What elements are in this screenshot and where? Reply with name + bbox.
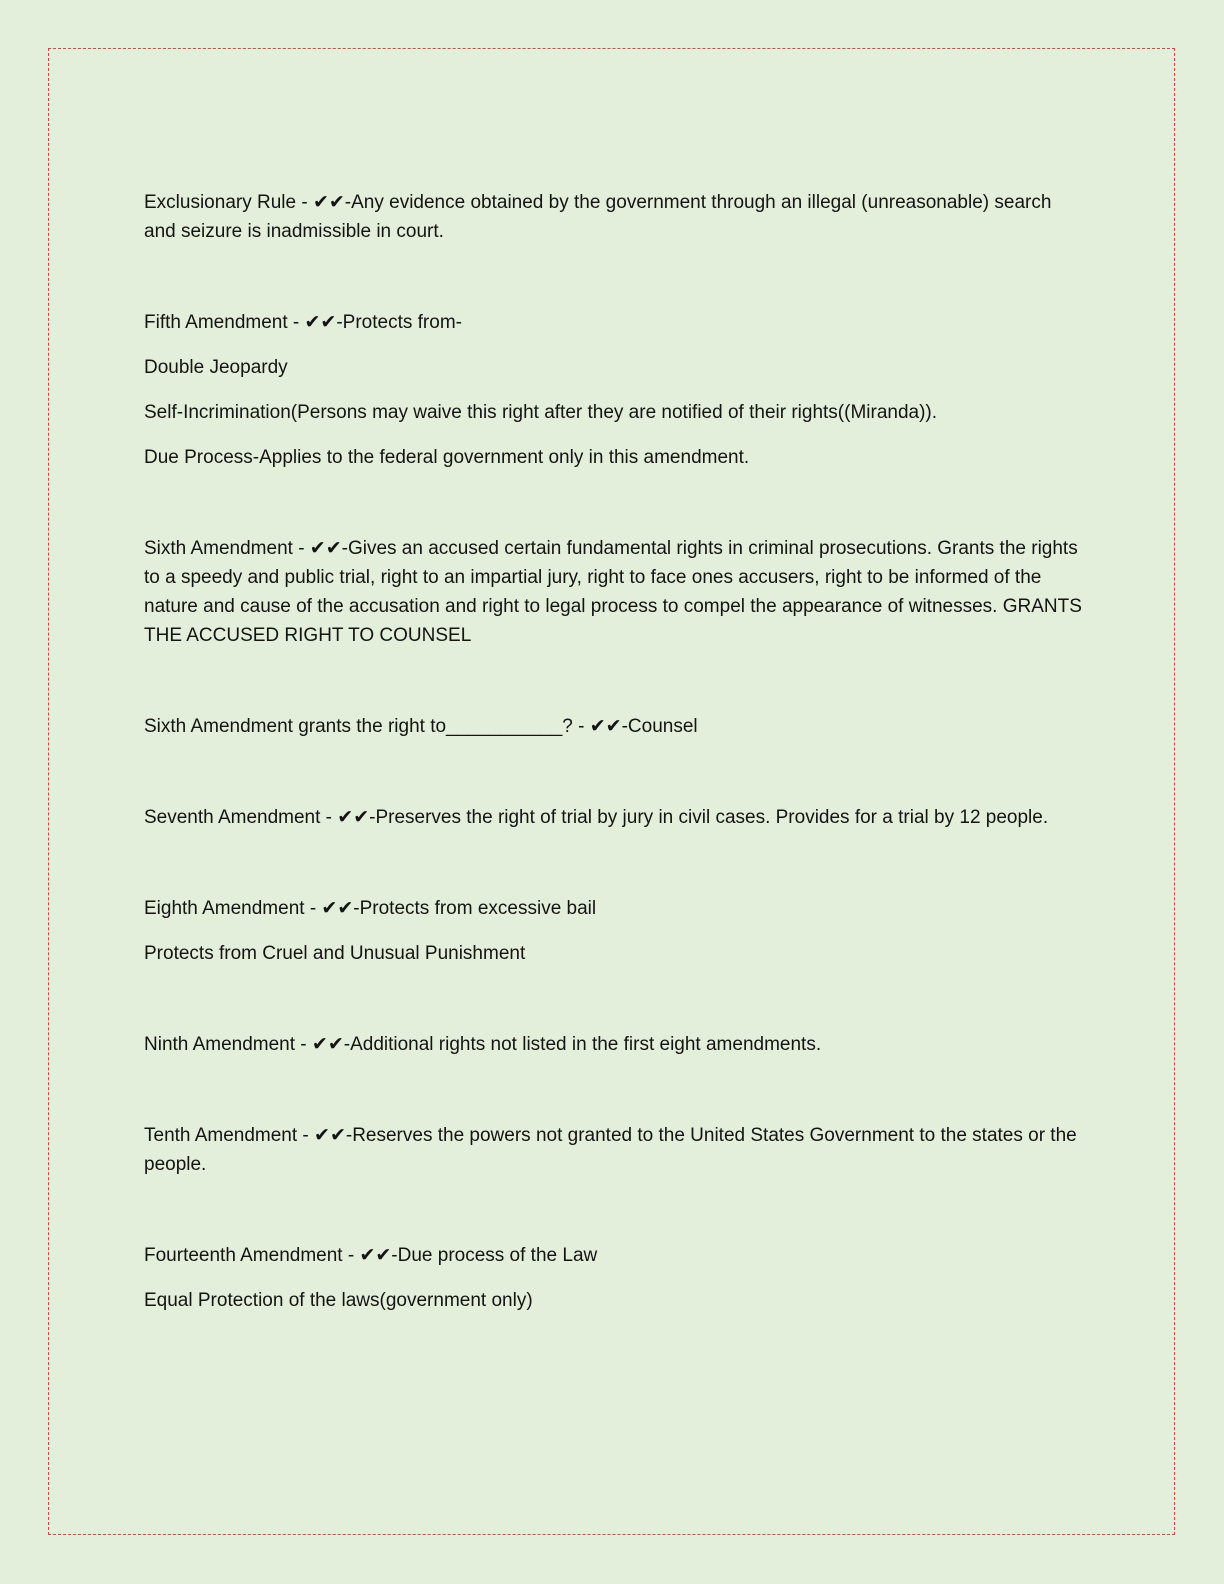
entry-seventh-amendment <box>144 803 1084 832</box>
entry-text: Ninth Amendment - ✔✔-Additional rights not listed in the first eight amendments. <box>144 1034 822 1055</box>
entry-text: Fourteenth Amendment - ✔✔-Due process of the Law <box>144 1245 598 1266</box>
entry-text: Equal Protection of the laws(government only) <box>144 1290 533 1311</box>
entry-eighth-amendment <box>144 894 1084 968</box>
entry-sixth-amendment-counsel <box>144 712 1084 741</box>
entry-text: Seventh Amendment - ✔✔-Preserves the right of trial by jury in civil cases. Provides for a trial by 12 people. <box>144 807 1049 828</box>
entry-ninth-amendment <box>144 1030 1084 1059</box>
entry-sixth-amendment <box>144 534 1084 650</box>
entry-text: Sixth Amendment grants the right to___________? - ✔✔-Counsel <box>144 716 698 737</box>
entry-text: Self-Incrimination(Persons may waive this right after they are notified of their rights((Miranda)). <box>144 402 938 423</box>
entry-text: Due Process-Applies to the federal government only in this amendment. <box>144 447 750 468</box>
entry-text: Eighth Amendment - ✔✔-Protects from excessive bail <box>144 898 597 919</box>
entry-text: Sixth Amendment - ✔✔-Gives an accused certain fundamental rights in criminal prosecutions. Grants the rights to a speedy and public trial, right to an impartial jury, right to face ones accusers, right to be informed of the nature and cause of the accusation and right to legal process to compel the appearance of witnesses. GRANTS THE ACCUSED RIGHT TO COUNSEL <box>144 538 1082 646</box>
entry-exclusionary-rule <box>144 188 1084 246</box>
entry-text: Protects from Cruel and Unusual Punishment <box>144 943 526 964</box>
document-body <box>144 188 1084 1315</box>
entry-text: Tenth Amendment - ✔✔-Reserves the powers not granted to the United States Government to the states or the people. <box>144 1125 1077 1175</box>
entry-text: Exclusionary Rule - ✔✔-Any evidence obtained by the government through an illegal (unreasonable) search and seizure is inadmissible in court. <box>144 192 1052 242</box>
entry-text: Double Jeopardy <box>144 357 288 378</box>
entry-text: Fifth Amendment - ✔✔-Protects from- <box>144 312 462 333</box>
entry-fifth-amendment <box>144 308 1084 472</box>
entry-fourteenth-amendment <box>144 1241 1084 1315</box>
entry-tenth-amendment <box>144 1121 1084 1179</box>
